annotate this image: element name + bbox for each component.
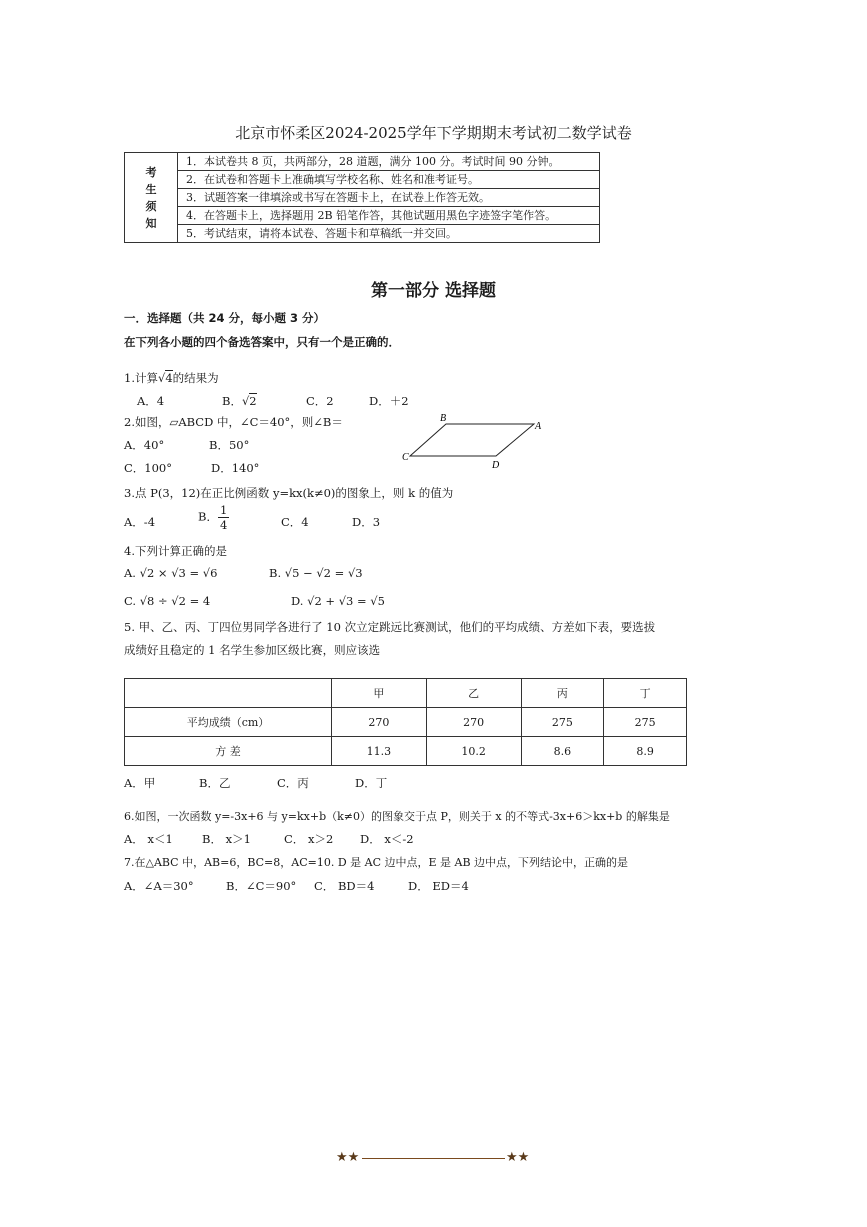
vertex-label-d: D	[492, 460, 500, 471]
q1-option-d: D．＋2	[369, 394, 409, 408]
q5-option-b: B．乙	[199, 776, 231, 790]
fraction	[218, 503, 229, 532]
notice-item: 4．在答题卡上，选择题用 2B 铅笔作答，其他试题用黑色字迹签字笔作答。	[178, 207, 600, 225]
notice-label-char: 须	[145, 199, 157, 213]
vertex-label-b: B	[440, 413, 447, 424]
q6-option-d: D． x＜-2	[360, 832, 414, 846]
q5-option-a: A．甲	[124, 776, 156, 790]
table-cell: 275	[604, 708, 687, 737]
sqrt-symbol: √	[157, 371, 166, 385]
notice-label-char: 考	[145, 165, 157, 179]
q2-option-b: B．50°	[209, 438, 250, 452]
q1-option-b	[222, 393, 257, 409]
table-cell: 10.2	[426, 737, 521, 766]
exam-title: 北京市怀柔区2024-2025学年下学期期末考试初二数学试卷	[235, 124, 632, 142]
q2-option-d: D．140°	[211, 461, 260, 475]
parallelogram-figure	[398, 410, 548, 472]
q6-option-c: C． x＞2	[284, 832, 334, 846]
table-header-cell: 丙	[521, 679, 604, 708]
question-2-stem: 2.如图，▱ABCD 中，∠C＝40°，则∠B＝	[124, 415, 343, 429]
q4-option-b: B. √5 − √2 = √3	[269, 566, 363, 580]
q3-option-c: C．4	[281, 515, 309, 529]
question-5-stem-line1: 5. 甲、乙、丙、丁四位男同学各进行了 10 次立定跳远比赛测试，他们的平均成绩、方差如下表，要选拔	[124, 620, 656, 634]
notice-label-char: 生	[145, 182, 157, 196]
q6-option-b: B． x＞1	[202, 832, 251, 846]
q3-option-b-prefix: B．	[198, 509, 218, 524]
q1-radicand: 4	[165, 371, 173, 385]
table-row	[125, 708, 687, 737]
table-cell: 8.9	[604, 737, 687, 766]
q4-option-d: D. √2 + √3 = √5	[291, 594, 385, 608]
q5-option-d: D．丁	[355, 776, 388, 790]
score-table	[124, 678, 687, 766]
q4-option-a: A. √2 × √3 = √6	[124, 566, 218, 580]
question-7-stem: 7.在△ABC 中，AB=6，BC=8，AC=10. D 是 AC 边中点，E 是 AB 边中点，下列结论中，正确的是	[124, 856, 629, 869]
footer-stars-left: ★★	[336, 1150, 360, 1165]
notice-label-char: 知	[145, 216, 157, 230]
q1-stem-pre: 1.计算	[124, 371, 158, 385]
table-cell: 275	[521, 708, 604, 737]
table-cell: 270	[426, 708, 521, 737]
q1-option-b-radicand: 2	[249, 394, 257, 408]
section-instruction: 在下列各小题的四个备选答案中，只有一个是正确的．	[124, 335, 400, 349]
q5-option-c: C．丙	[277, 776, 309, 790]
question-1-stem	[124, 370, 219, 386]
table-header-cell: 乙	[426, 679, 521, 708]
q1-option-a: A．4	[137, 394, 165, 408]
q1-option-b-prefix: B．	[222, 394, 242, 408]
table-cell: 11.3	[332, 737, 427, 766]
table-cell: 8.6	[521, 737, 604, 766]
q3-option-b	[198, 503, 229, 532]
table-header-row	[125, 679, 687, 708]
vertex-label-c: C	[402, 452, 409, 463]
question-6-stem: 6.如图，一次函数 y=-3x+6 与 y=kx+b（k≠0）的图象交于点 P，则关于 x 的不等式-3x+6＞kx+b 的解集是	[124, 810, 670, 823]
question-3-stem: 3.点 P(3，12)在正比例函数 y=kx(k≠0)的图象上，则 k 的值为	[124, 486, 454, 500]
notice-item: 5．考试结束，请将本试卷、答题卡和草稿纸一并交回。	[178, 225, 600, 243]
question-4-stem: 4.下列计算正确的是	[124, 544, 227, 558]
table-row	[125, 737, 687, 766]
table-cell: 方 差	[125, 737, 332, 766]
q7-option-a: A．∠A＝30°	[124, 879, 194, 893]
table-header-cell: 丁	[604, 679, 687, 708]
footer-stars-right: ★★	[506, 1150, 530, 1165]
question-5-stem-line2: 成绩好且稳定的 1 名学生参加区级比赛，则应该选	[124, 643, 381, 657]
notice-item: 3．试题答案一律填涂或书写在答题卡上，在试卷上作答无效。	[178, 189, 600, 207]
q7-option-b: B．∠C＝90°	[226, 879, 297, 893]
notice-item: 2．在试卷和答题卡上准确填写学校名称、姓名和准考证号。	[178, 171, 600, 189]
table-cell: 平均成绩（cm）	[125, 708, 332, 737]
q1-option-c: C．2	[306, 394, 334, 408]
table-header-cell: 甲	[332, 679, 427, 708]
q1-stem-post: 的结果为	[172, 371, 219, 385]
q3-option-d: D．3	[352, 515, 381, 529]
notice-box	[124, 152, 600, 243]
q6-option-a: A． x＜1	[124, 832, 173, 846]
q2-option-c: C．100°	[124, 461, 172, 475]
q7-option-c: C． BD＝4	[314, 879, 375, 893]
footer-divider	[362, 1158, 505, 1159]
q4-option-c: C. √8 ÷ √2 = 4	[124, 594, 211, 608]
vertex-label-a: A	[535, 421, 542, 432]
q7-option-d: D． ED＝4	[408, 879, 469, 893]
q2-option-a: A．40°	[124, 438, 165, 452]
notice-label	[125, 153, 178, 243]
table-cell: 270	[332, 708, 427, 737]
fraction-numerator: 1	[219, 503, 228, 517]
sqrt-symbol: √	[241, 394, 250, 408]
notice-item: 1．本试卷共 8 页，共两部分，28 道题，满分 100 分。考试时间 90 分钟。	[178, 153, 600, 171]
section-heading: 一．选择题（共 24 分，每小题 3 分）	[124, 311, 326, 325]
part-title: 第一部分 选择题	[371, 281, 496, 301]
q3-option-a: A．-4	[124, 515, 156, 529]
fraction-denominator: 4	[219, 518, 228, 532]
parallelogram-shape	[410, 424, 534, 456]
table-header-cell	[125, 679, 332, 708]
